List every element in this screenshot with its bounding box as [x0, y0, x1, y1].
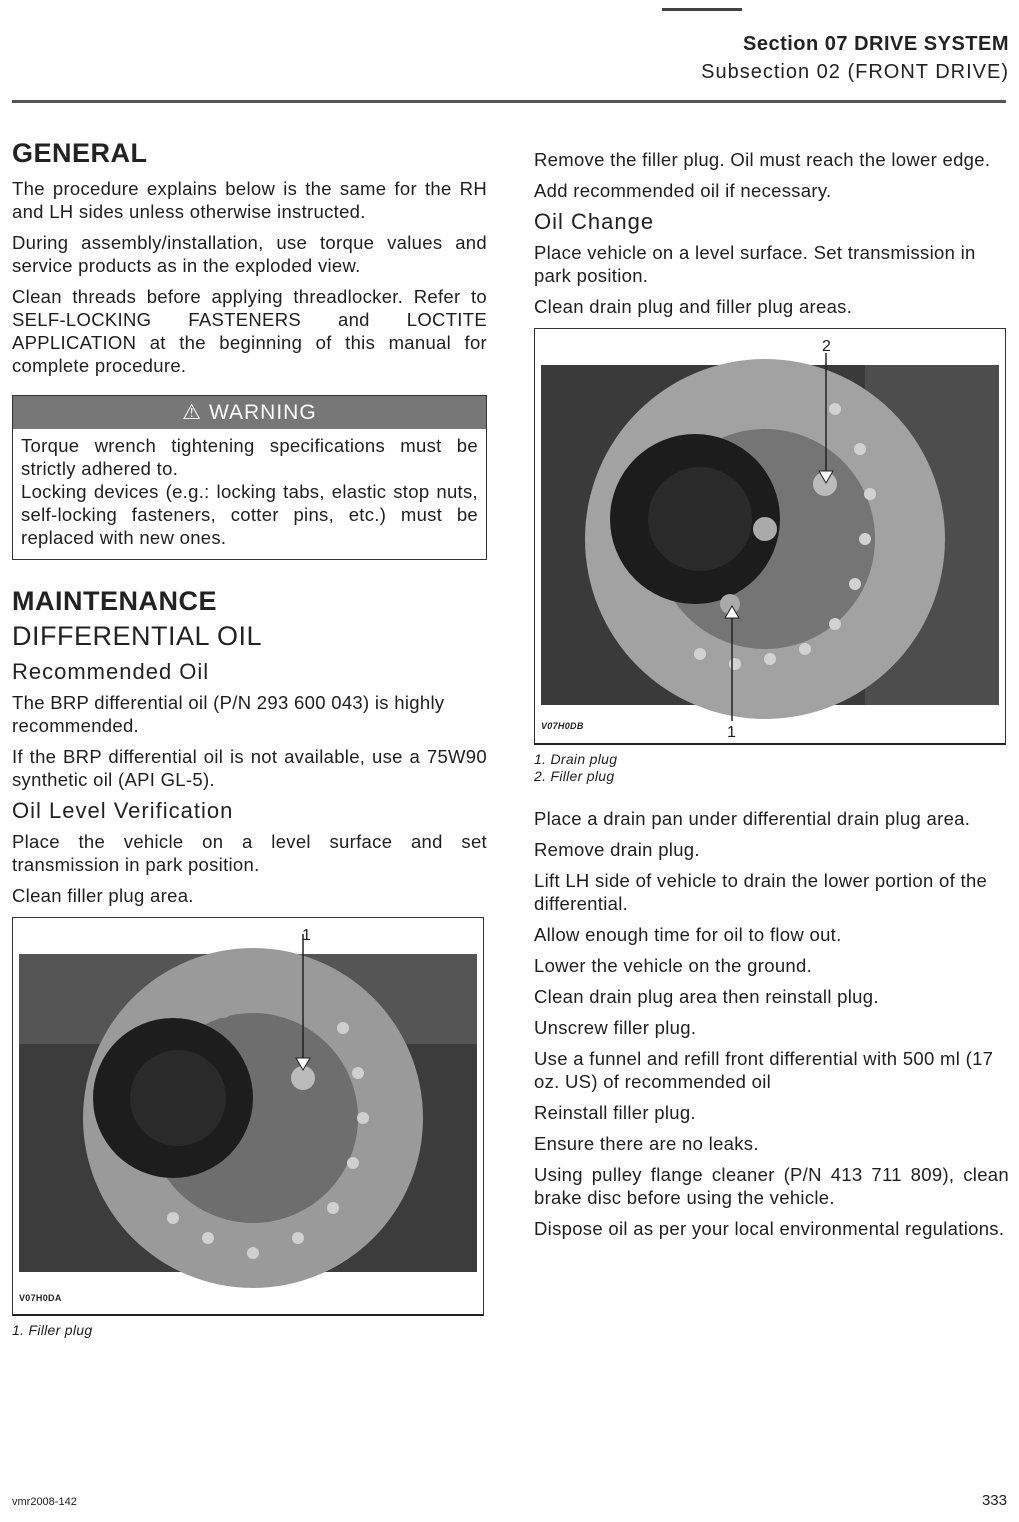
brake-disc-photo-2 — [535, 329, 1005, 743]
general-heading: GENERAL — [12, 138, 148, 168]
subsection-title: Subsection 02 (FRONT DRIVE) — [701, 61, 1009, 83]
warning-box — [12, 395, 487, 560]
step-12: Dispose oil as per your local environmental regulations. — [534, 1218, 1005, 1239]
step-6: Clean drain plug area then reinstall plug. — [534, 986, 879, 1007]
step-2: Remove drain plug. — [534, 839, 700, 860]
recommended-paragraph-2: If the BRP differential oil is not available, use a 75W90 synthetic oil (API GL-5). — [12, 746, 487, 790]
oil-change-heading: Oil Change — [534, 209, 655, 234]
right-column — [534, 148, 1009, 1248]
left-column — [12, 138, 487, 1353]
step-4: Allow enough time for oil to flow out. — [534, 924, 842, 945]
warning-triangle-icon: ⚠ — [182, 401, 203, 424]
warning-header — [13, 396, 486, 429]
warning-line-2: Locking devices (e.g.: locking tabs, elastic stop nuts, self-locking fasteners, cotter pins, etc.) must be replaced with new ones. — [21, 481, 478, 548]
recommended-oil-heading: Recommended Oil — [12, 659, 210, 684]
footer-page-number: 333 — [981, 1492, 1007, 1509]
general-paragraph-2: During assembly/installation, use torque values and service products as in the exploded view. — [12, 232, 487, 276]
figure2-callout-top: 2 — [822, 338, 832, 355]
step-1: Place a drain pan under differential drain plug area. — [534, 808, 971, 829]
figure1-code: V07H0DA — [19, 1293, 62, 1303]
recommended-paragraph-1: The BRP differential oil (P/N 293 600 043) is highly recommended. — [12, 692, 445, 736]
general-paragraph-1: The procedure explains below is the same for the RH and LH sides unless otherwise instructed. — [12, 178, 487, 222]
figure2-caption-1: 1. Drain plug — [534, 751, 618, 767]
right-paragraph-4: Clean drain plug and filler plug areas. — [534, 296, 853, 317]
warning-line-1: Torque wrench tightening specifications must be strictly adhered to. — [21, 435, 478, 479]
differential-oil-heading: DIFFERENTIAL OIL — [12, 621, 263, 651]
warning-body — [13, 429, 486, 559]
step-10: Ensure there are no leaks. — [534, 1133, 759, 1154]
oil-level-heading: Oil Level Verification — [12, 798, 234, 823]
right-paragraph-1: Remove the filler plug. Oil must reach the lower edge. — [534, 149, 991, 170]
warning-title: WARNING — [208, 401, 317, 424]
figure1-callout: 1 — [302, 927, 312, 944]
section-title: Section 07 DRIVE SYSTEM — [742, 33, 1009, 55]
footer-doc-code: vmr2008-142 — [12, 1496, 77, 1508]
figure2-callout-bottom: 1 — [727, 724, 737, 741]
header-bar — [662, 8, 742, 11]
figure-filler-plug — [12, 917, 484, 1316]
general-paragraph-3: Clean threads before applying threadlocker. Refer to SELF-LOCKING FASTENERS and LOCTITE APPLICATION at the beginning of this manual for complete procedure. — [12, 286, 487, 376]
figure-drain-filler-plug — [534, 328, 1006, 745]
figure2-caption — [534, 751, 1009, 785]
figure2-caption-2: 2. Filler plug — [534, 768, 615, 784]
figure1-caption — [12, 1322, 487, 1339]
brake-disc-photo-1 — [13, 918, 483, 1314]
step-5: Lower the vehicle on the ground. — [534, 955, 813, 976]
step-7: Unscrew filler plug. — [534, 1017, 697, 1038]
oil-level-paragraph-1: Place the vehicle on a level surface and set transmission in park position. — [12, 831, 487, 875]
right-paragraph-2: Add recommended oil if necessary. — [534, 180, 832, 201]
right-paragraph-3: Place vehicle on a level surface. Set transmission in park position. — [534, 242, 976, 286]
figure2-code: V07H0DB — [541, 721, 584, 731]
oil-level-paragraph-2: Clean filler plug area. — [12, 885, 194, 906]
step-8: Use a funnel and refill front differential with 500 ml (17 oz. US) of recommended oil — [534, 1048, 994, 1092]
maintenance-heading: MAINTENANCE — [12, 586, 217, 616]
step-9: Reinstall filler plug. — [534, 1102, 696, 1123]
step-11: Using pulley flange cleaner (P/N 413 711 809), clean brake disc before using the vehicle. — [534, 1164, 1009, 1208]
step-3: Lift LH side of vehicle to drain the lower portion of the differential. — [534, 870, 988, 914]
header-rule — [12, 100, 1006, 103]
figure1-caption-1: 1. Filler plug — [12, 1322, 93, 1338]
